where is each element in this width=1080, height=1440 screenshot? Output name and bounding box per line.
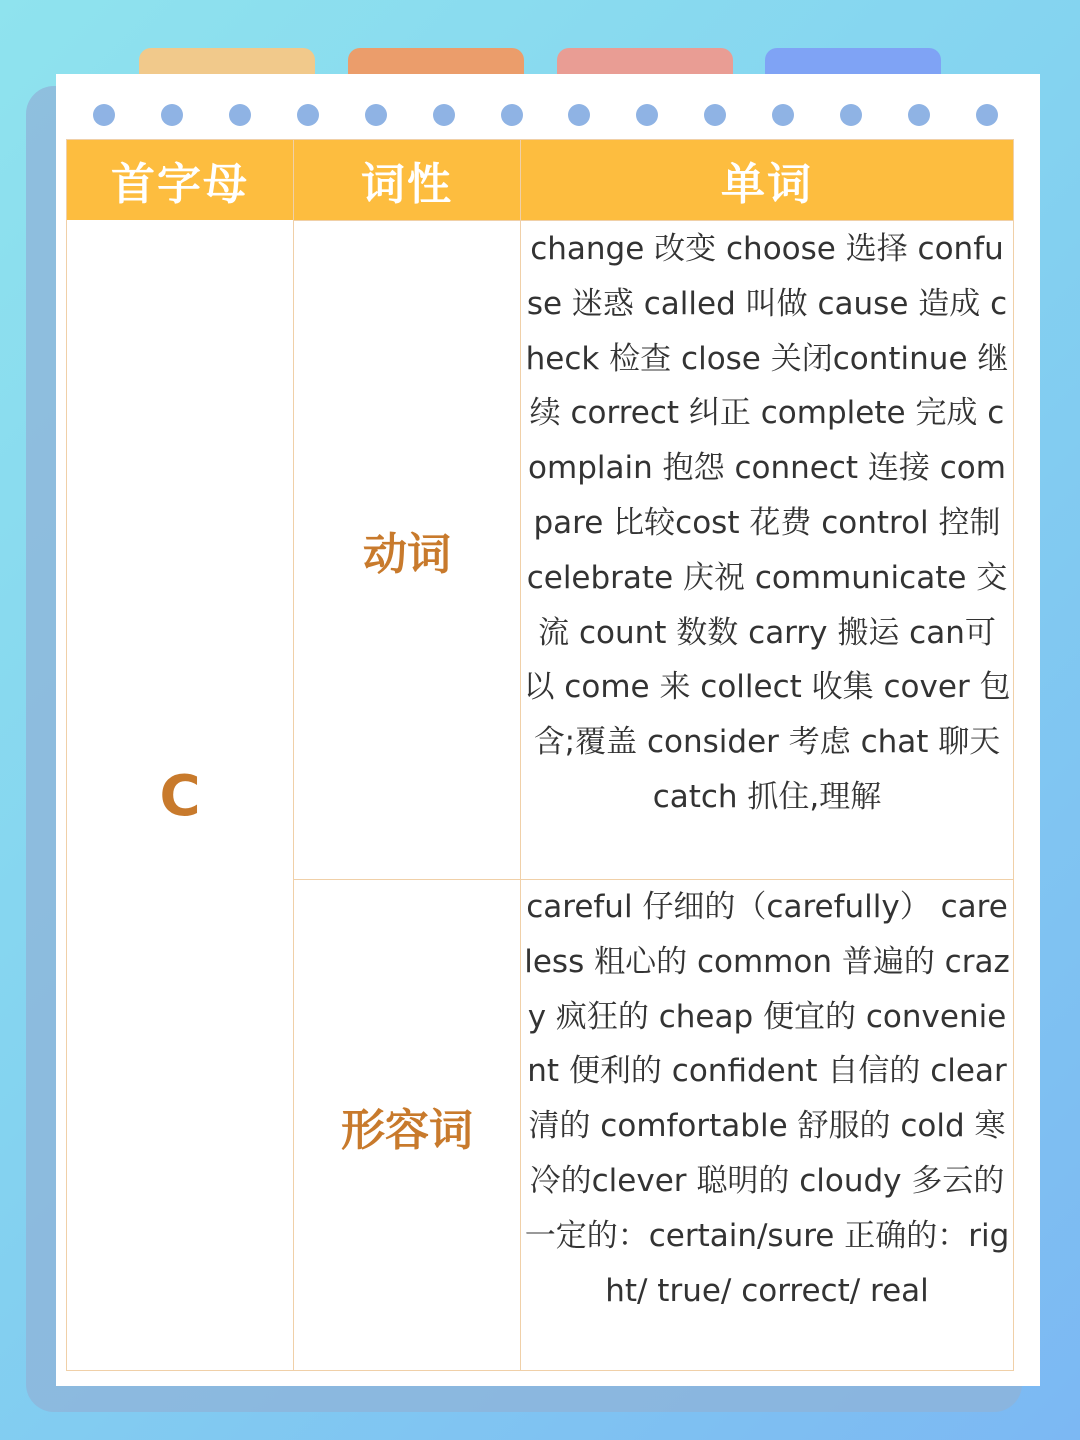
binder-hole-icon: [229, 104, 251, 126]
binder-hole-icon: [433, 104, 455, 126]
binder-hole-icon: [908, 104, 930, 126]
binder-hole-icon: [772, 104, 794, 126]
binder-hole-icon: [297, 104, 319, 126]
vocabulary-table: [66, 139, 1014, 1371]
header-initial-letter: 首字母: [67, 140, 293, 220]
vocabulary-card: [56, 74, 1040, 1386]
binder-hole-icon: [976, 104, 998, 126]
binder-hole-icon: [568, 104, 590, 126]
binder-hole-icon: [501, 104, 523, 126]
binder-hole-icon: [161, 104, 183, 126]
header-part-of-speech: 词性: [294, 140, 520, 220]
verb-words-cell: change 改变 choose 选择 confuse 迷惑 called 叫做 cause 造成 check 检查 close 关闭continue 继续 correct 纠正 complete 完成 complain 抱怨 connect 连接 compare 比较cost 花费 control 控制 celebrate 庆祝 communicate 交流 count 数数 carry 搬运 can可以 come 来 collect 收集 cover 包含;覆盖 consider 考虑 chat 聊天 catch 抓住,理解: [523, 231, 1011, 815]
binder-holes: [56, 104, 1040, 128]
binder-hole-icon: [840, 104, 862, 126]
binder-hole-icon: [93, 104, 115, 126]
pos-verb-cell: 动词: [363, 529, 451, 580]
header-words: 单词: [521, 140, 1013, 220]
column-divider: [520, 140, 521, 1370]
binder-hole-icon: [636, 104, 658, 126]
initial-letter-cell: C: [159, 763, 201, 829]
binder-hole-icon: [704, 104, 726, 126]
pos-adjective-cell: 形容词: [341, 1104, 473, 1156]
binder-hole-icon: [365, 104, 387, 126]
adjective-words-cell: careful 仔细的（carefully） careless 粗心的 common 普遍的 crazy 疯狂的 cheap 便宜的 convenient 便利的 confident 自信的 clear 清的 comfortable 舒服的 cold 寒冷的clever 聪明的 cloudy 多云的 一定的：certain/sure 正确的：right/ true/ correct/ real: [524, 889, 1010, 1309]
